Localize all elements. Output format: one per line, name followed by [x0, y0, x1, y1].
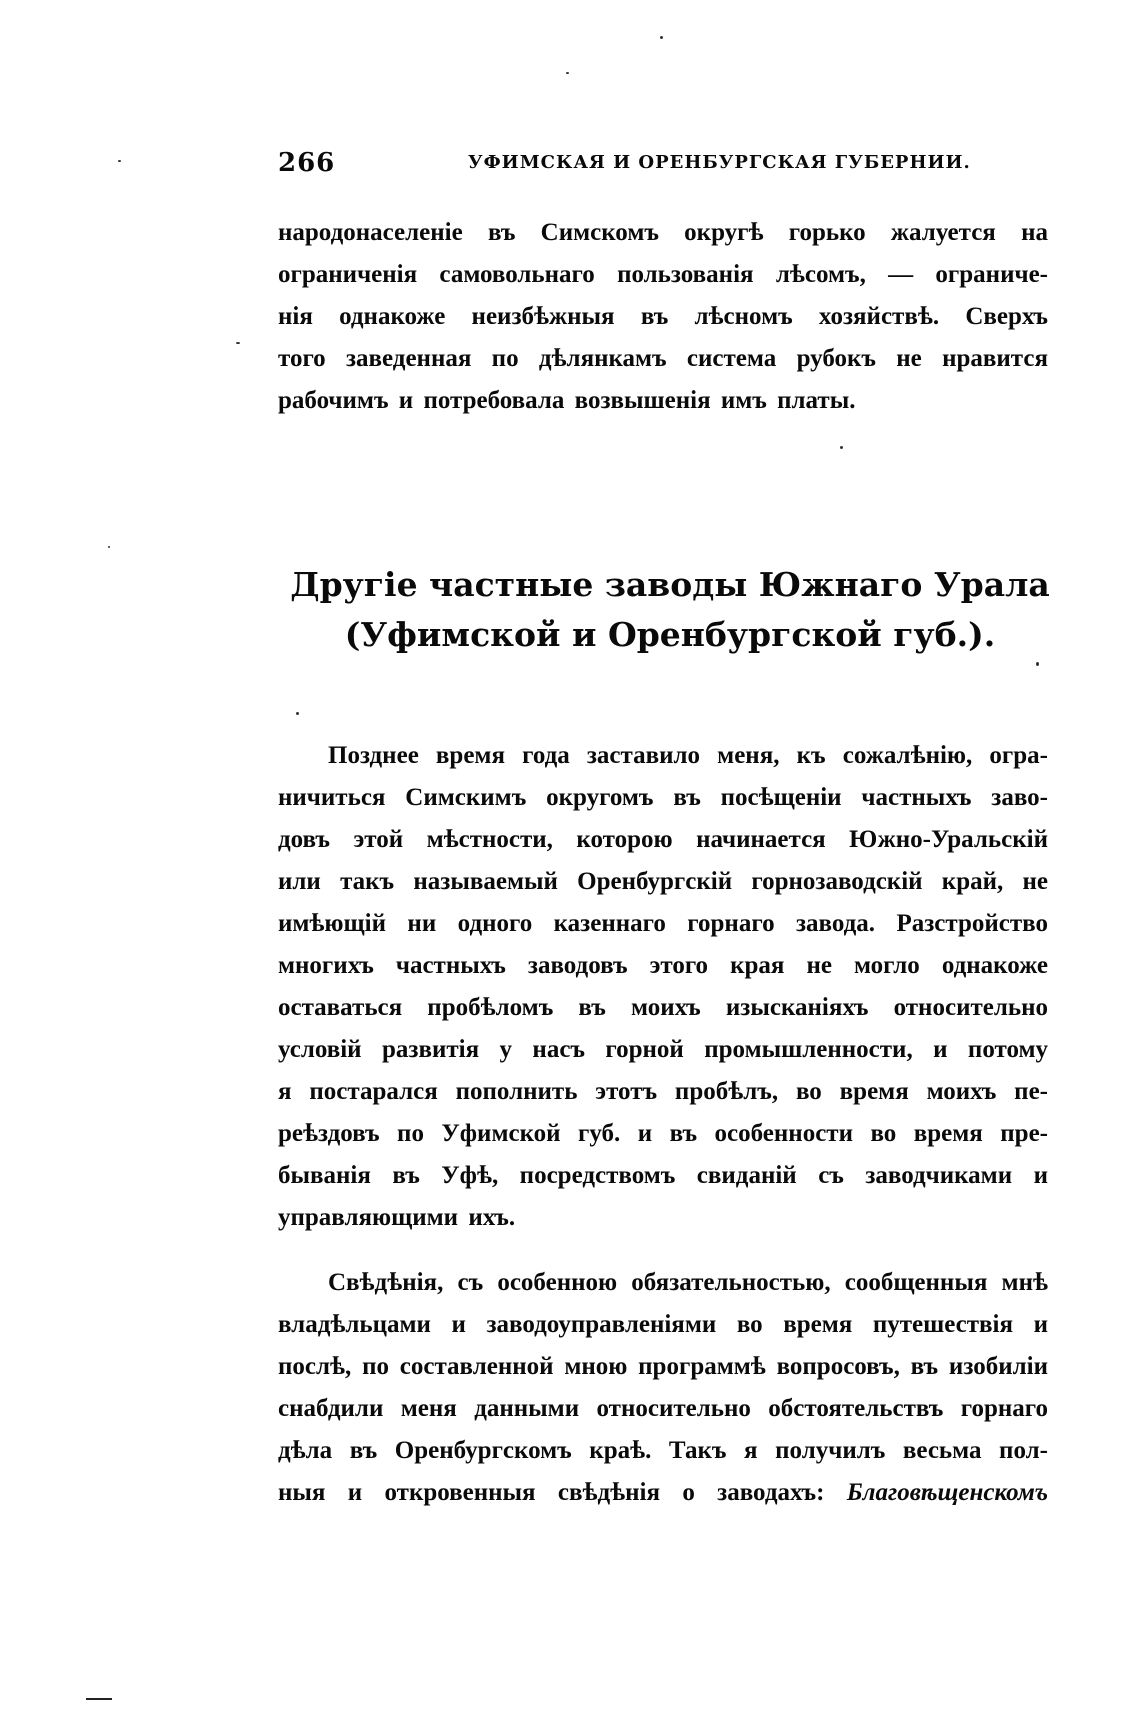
text-line: многихъ частныхъ заводовъ этого края не могло однакоже: [278, 952, 1048, 979]
speck: [840, 446, 843, 449]
speck: [108, 546, 110, 548]
paragraph-2: [278, 735, 1048, 1239]
margin-mark: [86, 1698, 112, 1700]
section-heading-line-1: Другіе частные заводы Южнаго Урала: [290, 565, 1050, 604]
page-header: [278, 148, 1058, 182]
text-line: владѣльцами и заводоуправленіями во время путешествія и: [278, 1311, 1048, 1338]
text-line: рабочимъ и потребовала возвышенія имъ платы.: [278, 387, 856, 414]
section-heading-line-2: (Уфимской и Оренбургской губ.).: [344, 615, 996, 654]
text-line-final-start: ныя и откровенныя свѣдѣнія о заводахъ:: [278, 1479, 825, 1506]
speck: [296, 712, 299, 715]
text-line: послѣ, по составленной мною программѣ вопросовъ, въ изобиліи: [278, 1353, 1048, 1380]
running-title: УФИМСКАЯ И ОРЕНБУРГСКАЯ ГУБЕРНИИ.: [468, 152, 971, 173]
text-line: или такъ называемый Оренбургскій горнозаводскій край, не: [278, 868, 1048, 895]
text-line: Позднее время года заставило меня, къ сожалѣнію, огра-: [328, 742, 1048, 769]
text-line: реѣздовъ по Уфимской губ. и въ особенности во время пре-: [278, 1120, 1048, 1147]
text-line-final: [278, 1472, 1048, 1514]
page-number: 266: [278, 148, 336, 178]
text-line: ограниченія самовольнаго пользованія лѣсомъ, — ограниче-: [278, 261, 1048, 288]
section-heading: [270, 560, 1070, 660]
text-line: ничиться Симскимъ округомъ въ посѣщеніи частныхъ заво-: [278, 784, 1048, 811]
text-line: Свѣдѣнія, съ особенною обязательностью, сообщенныя мнѣ: [328, 1269, 1048, 1296]
text-line: довъ этой мѣстности, которою начинается Южно-Уральскій: [278, 826, 1048, 853]
text-line: оставаться пробѣломъ въ моихъ изысканіяхъ относительно: [278, 994, 1048, 1021]
text-line: управляющими ихъ.: [278, 1204, 516, 1231]
speck: [236, 342, 240, 344]
text-line: снабдили меня данными относительно обстоятельствъ горнаго: [278, 1395, 1048, 1422]
text-line: условій развитія у насъ горной промышленности, и потому: [278, 1036, 1048, 1063]
text-line: нія однакоже неизбѣжныя въ лѣсномъ хозяйствѣ. Сверхъ: [278, 303, 1048, 330]
paragraph-1: [278, 212, 1048, 422]
text-line: имѣющій ни одного казеннаго горнаго завода. Разстройство: [278, 910, 1048, 937]
speck: [566, 72, 569, 74]
text-line: быванія въ Уфѣ, посредствомъ свиданій съ заводчиками и: [278, 1162, 1048, 1189]
speck: [1036, 662, 1039, 666]
italic-term: Благовѣщенскомъ: [846, 1479, 1048, 1506]
speck: [660, 36, 663, 39]
text-line: того заведенная по дѣлянкамъ система рубокъ не нравится: [278, 345, 1048, 372]
text-line: народонаселеніе въ Симскомъ округѣ горько жалуется на: [278, 219, 1048, 246]
speck: [118, 160, 121, 162]
paragraph-3: [278, 1262, 1048, 1514]
text-line: дѣла въ Оренбургскомъ краѣ. Такъ я получилъ весьма пол-: [278, 1437, 1048, 1464]
text-line: я постарался пополнить этотъ пробѣлъ, во время моихъ пе-: [278, 1078, 1048, 1105]
